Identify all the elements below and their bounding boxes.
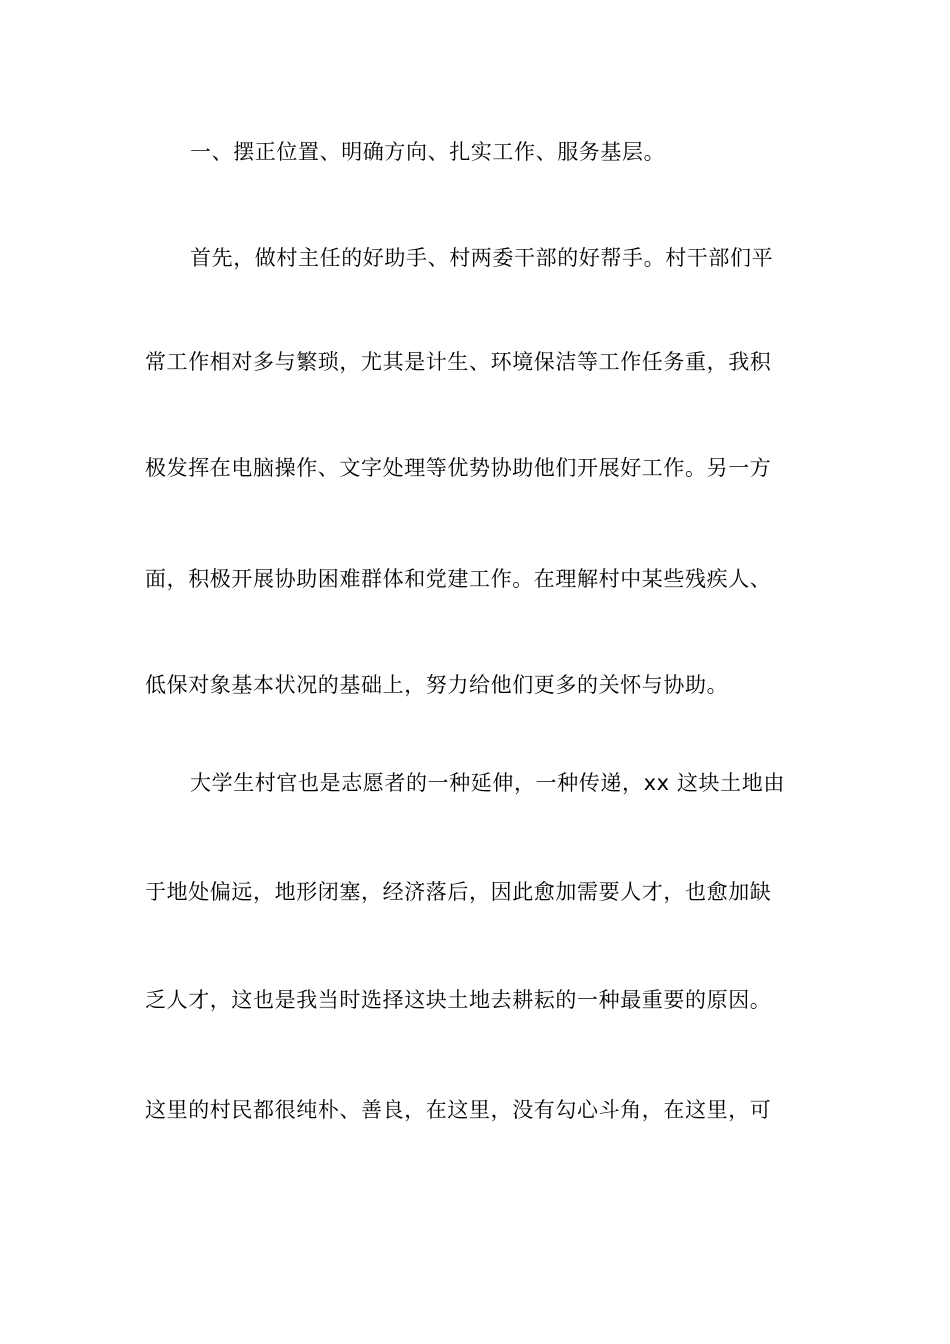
paragraph-line: 首先，做村主任的好助手、村两委干部的好帮手。村干部们平 bbox=[190, 246, 774, 270]
section-heading: 一、摆正位置、明确方向、扎实工作、服务基层。 bbox=[190, 140, 666, 164]
paragraph-line: 于地处偏远，地形闭塞，经济落后，因此愈加需要人才，也愈加缺 bbox=[145, 880, 772, 904]
paragraph-line: 极发挥在电脑操作、文字处理等优势协助他们开展好工作。另一方 bbox=[145, 456, 772, 480]
paragraph-line: 大学生村官也是志愿者的一种延伸，一种传递，xx 这块土地由 bbox=[190, 771, 785, 795]
paragraph-line: 低保对象基本状况的基础上，努力给他们更多的关怀与协助。 bbox=[145, 673, 729, 697]
paragraph-line: 这里的村民都很纯朴、善良，在这里，没有勾心斗角，在这里，可 bbox=[145, 1098, 772, 1122]
paragraph-line: 面，积极开展协助困难群体和党建工作。在理解村中某些残疾人、 bbox=[145, 567, 772, 591]
paragraph-line: 常工作相对多与繁琐，尤其是计生、环境保洁等工作任务重，我积 bbox=[145, 350, 772, 374]
paragraph-line: 乏人才，这也是我当时选择这块土地去耕耘的一种最重要的原因。 bbox=[145, 988, 772, 1012]
